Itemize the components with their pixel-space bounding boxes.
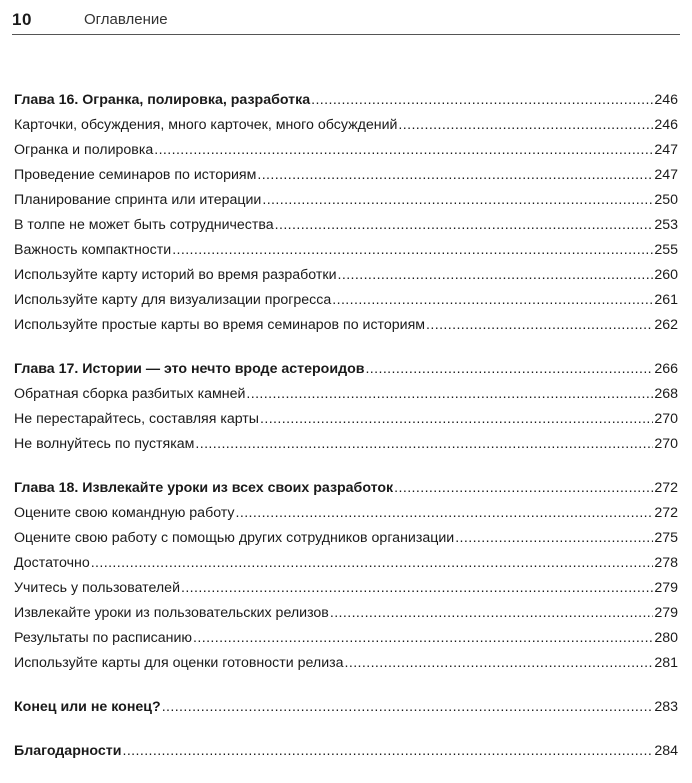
toc-entry[interactable] xyxy=(14,238,678,263)
toc-group xyxy=(14,88,678,338)
toc-entry-title: Учитесь у пользователей xyxy=(14,580,180,596)
dot-leader xyxy=(338,263,654,288)
dot-leader xyxy=(332,288,653,313)
toc-entry-title: В толпе не может быть сотрудничества xyxy=(14,217,274,233)
toc-entry[interactable] xyxy=(14,163,678,188)
toc-entry[interactable] xyxy=(14,138,678,163)
toc-entry-page: 246 xyxy=(654,92,678,108)
toc-entry[interactable] xyxy=(14,382,678,407)
dot-leader xyxy=(257,163,653,188)
toc-entry-page: 283 xyxy=(654,699,678,715)
dot-leader xyxy=(193,626,653,651)
toc-entry-page: 268 xyxy=(654,386,678,402)
dot-leader xyxy=(172,238,653,263)
toc-entry[interactable] xyxy=(14,576,678,601)
toc-group xyxy=(14,476,678,676)
toc-entry-page: 272 xyxy=(654,505,678,521)
toc-entry-title: Глава 18. Извлекайте уроки из всех своих разработок xyxy=(14,480,394,496)
toc-entry[interactable] xyxy=(14,626,678,651)
toc-entry-title: Планирование спринта или итерации xyxy=(14,192,262,208)
toc-entry-page: 247 xyxy=(654,167,678,183)
toc-entry[interactable] xyxy=(14,407,678,432)
toc-chapter-entry[interactable] xyxy=(14,739,678,764)
toc-chapter-entry[interactable] xyxy=(14,695,678,720)
toc-entry-title: Оцените свою командную работу xyxy=(14,505,235,521)
toc-entry-page: 261 xyxy=(654,292,678,308)
toc-entry-page: 250 xyxy=(654,192,678,208)
toc-entry-page: 260 xyxy=(654,267,678,283)
toc-entry-title: Карточки, обсуждения, много карточек, много обсуждений xyxy=(14,117,398,133)
page-header xyxy=(12,8,680,35)
toc-entry-title: Обратная сборка разбитых камней xyxy=(14,386,246,402)
toc-entry-title: Извлекайте уроки из пользовательских релизов xyxy=(14,605,329,621)
toc-entry-title: Конец или не конец? xyxy=(14,699,161,715)
running-title: Оглавление xyxy=(84,11,168,28)
toc-entry[interactable] xyxy=(14,651,678,676)
dot-leader xyxy=(262,188,653,213)
toc-entry-page: 253 xyxy=(654,217,678,233)
toc-entry-title: Используйте карту историй во время разработки xyxy=(14,267,337,283)
toc-entry-title: Используйте простые карты во время семинаров по историям xyxy=(14,317,426,333)
toc-entry-title: Важность компактности xyxy=(14,242,172,258)
toc-entry-page: 266 xyxy=(654,361,678,377)
toc-entry-title: Не перестарайтесь, составляя карты xyxy=(14,411,260,427)
toc-entry-page: 281 xyxy=(654,655,678,671)
dot-leader xyxy=(426,313,653,338)
page-number: 10 xyxy=(12,10,32,29)
dot-leader xyxy=(246,382,653,407)
dot-leader xyxy=(398,113,653,138)
toc-entry-title: Используйте карты для оценки готовности релиза xyxy=(14,655,344,671)
toc-entry-page: 270 xyxy=(654,411,678,427)
toc-entry-page: 284 xyxy=(654,743,678,759)
toc-group xyxy=(14,739,678,764)
dot-leader xyxy=(330,601,653,626)
toc-chapter-entry[interactable] xyxy=(14,88,678,113)
toc-entry[interactable] xyxy=(14,601,678,626)
toc-entry-title: Глава 17. Истории — это нечто вроде астероидов xyxy=(14,361,365,377)
dot-leader xyxy=(260,407,653,432)
dot-leader xyxy=(154,138,653,163)
toc-entry-page: 270 xyxy=(654,436,678,452)
dot-leader xyxy=(275,213,654,238)
toc-chapter-entry[interactable] xyxy=(14,476,678,501)
dot-leader xyxy=(236,501,654,526)
toc-entry[interactable] xyxy=(14,288,678,313)
toc-entry-title: Результаты по расписанию xyxy=(14,630,193,646)
toc-entry[interactable] xyxy=(14,313,678,338)
toc-entry[interactable] xyxy=(14,501,678,526)
toc-entry[interactable] xyxy=(14,113,678,138)
toc-entry-title: Используйте карту для визуализации прогресса xyxy=(14,292,332,308)
toc-entry-page: 275 xyxy=(654,530,678,546)
dot-leader xyxy=(122,739,653,764)
toc-entry[interactable] xyxy=(14,526,678,551)
dot-leader xyxy=(455,526,653,551)
dot-leader xyxy=(162,695,654,720)
table-of-contents xyxy=(14,88,678,783)
dot-leader xyxy=(345,651,654,676)
toc-entry-page: 246 xyxy=(654,117,678,133)
toc-entry-page: 262 xyxy=(654,317,678,333)
toc-entry-title: Не волнуйтесь по пустякам xyxy=(14,436,195,452)
toc-entry[interactable] xyxy=(14,188,678,213)
dot-leader xyxy=(365,357,653,382)
toc-entry-title: Оцените свою работу с помощью других сотрудников организации xyxy=(14,530,455,546)
toc-entry-page: 247 xyxy=(654,142,678,158)
toc-entry-page: 280 xyxy=(654,630,678,646)
toc-entry[interactable] xyxy=(14,432,678,457)
toc-chapter-entry[interactable] xyxy=(14,357,678,382)
toc-entry-title: Глава 16. Огранка, полировка, разработка xyxy=(14,92,311,108)
toc-entry-page: 279 xyxy=(654,580,678,596)
toc-group xyxy=(14,357,678,457)
dot-leader xyxy=(91,551,654,576)
dot-leader xyxy=(311,88,653,113)
toc-entry-title: Достаточно xyxy=(14,555,90,571)
toc-entry[interactable] xyxy=(14,551,678,576)
toc-entry-title: Благодарности xyxy=(14,743,122,759)
toc-entry-title: Проведение семинаров по историям xyxy=(14,167,257,183)
dot-leader xyxy=(181,576,653,601)
toc-entry-title: Огранка и полировка xyxy=(14,142,154,158)
toc-entry-page: 279 xyxy=(654,605,678,621)
toc-entry-page: 255 xyxy=(654,242,678,258)
dot-leader xyxy=(195,432,653,457)
dot-leader xyxy=(394,476,653,501)
toc-entry-page: 272 xyxy=(654,480,678,496)
toc-entry[interactable] xyxy=(14,263,678,288)
toc-entry-page: 278 xyxy=(654,555,678,571)
toc-entry[interactable] xyxy=(14,213,678,238)
toc-group xyxy=(14,695,678,720)
